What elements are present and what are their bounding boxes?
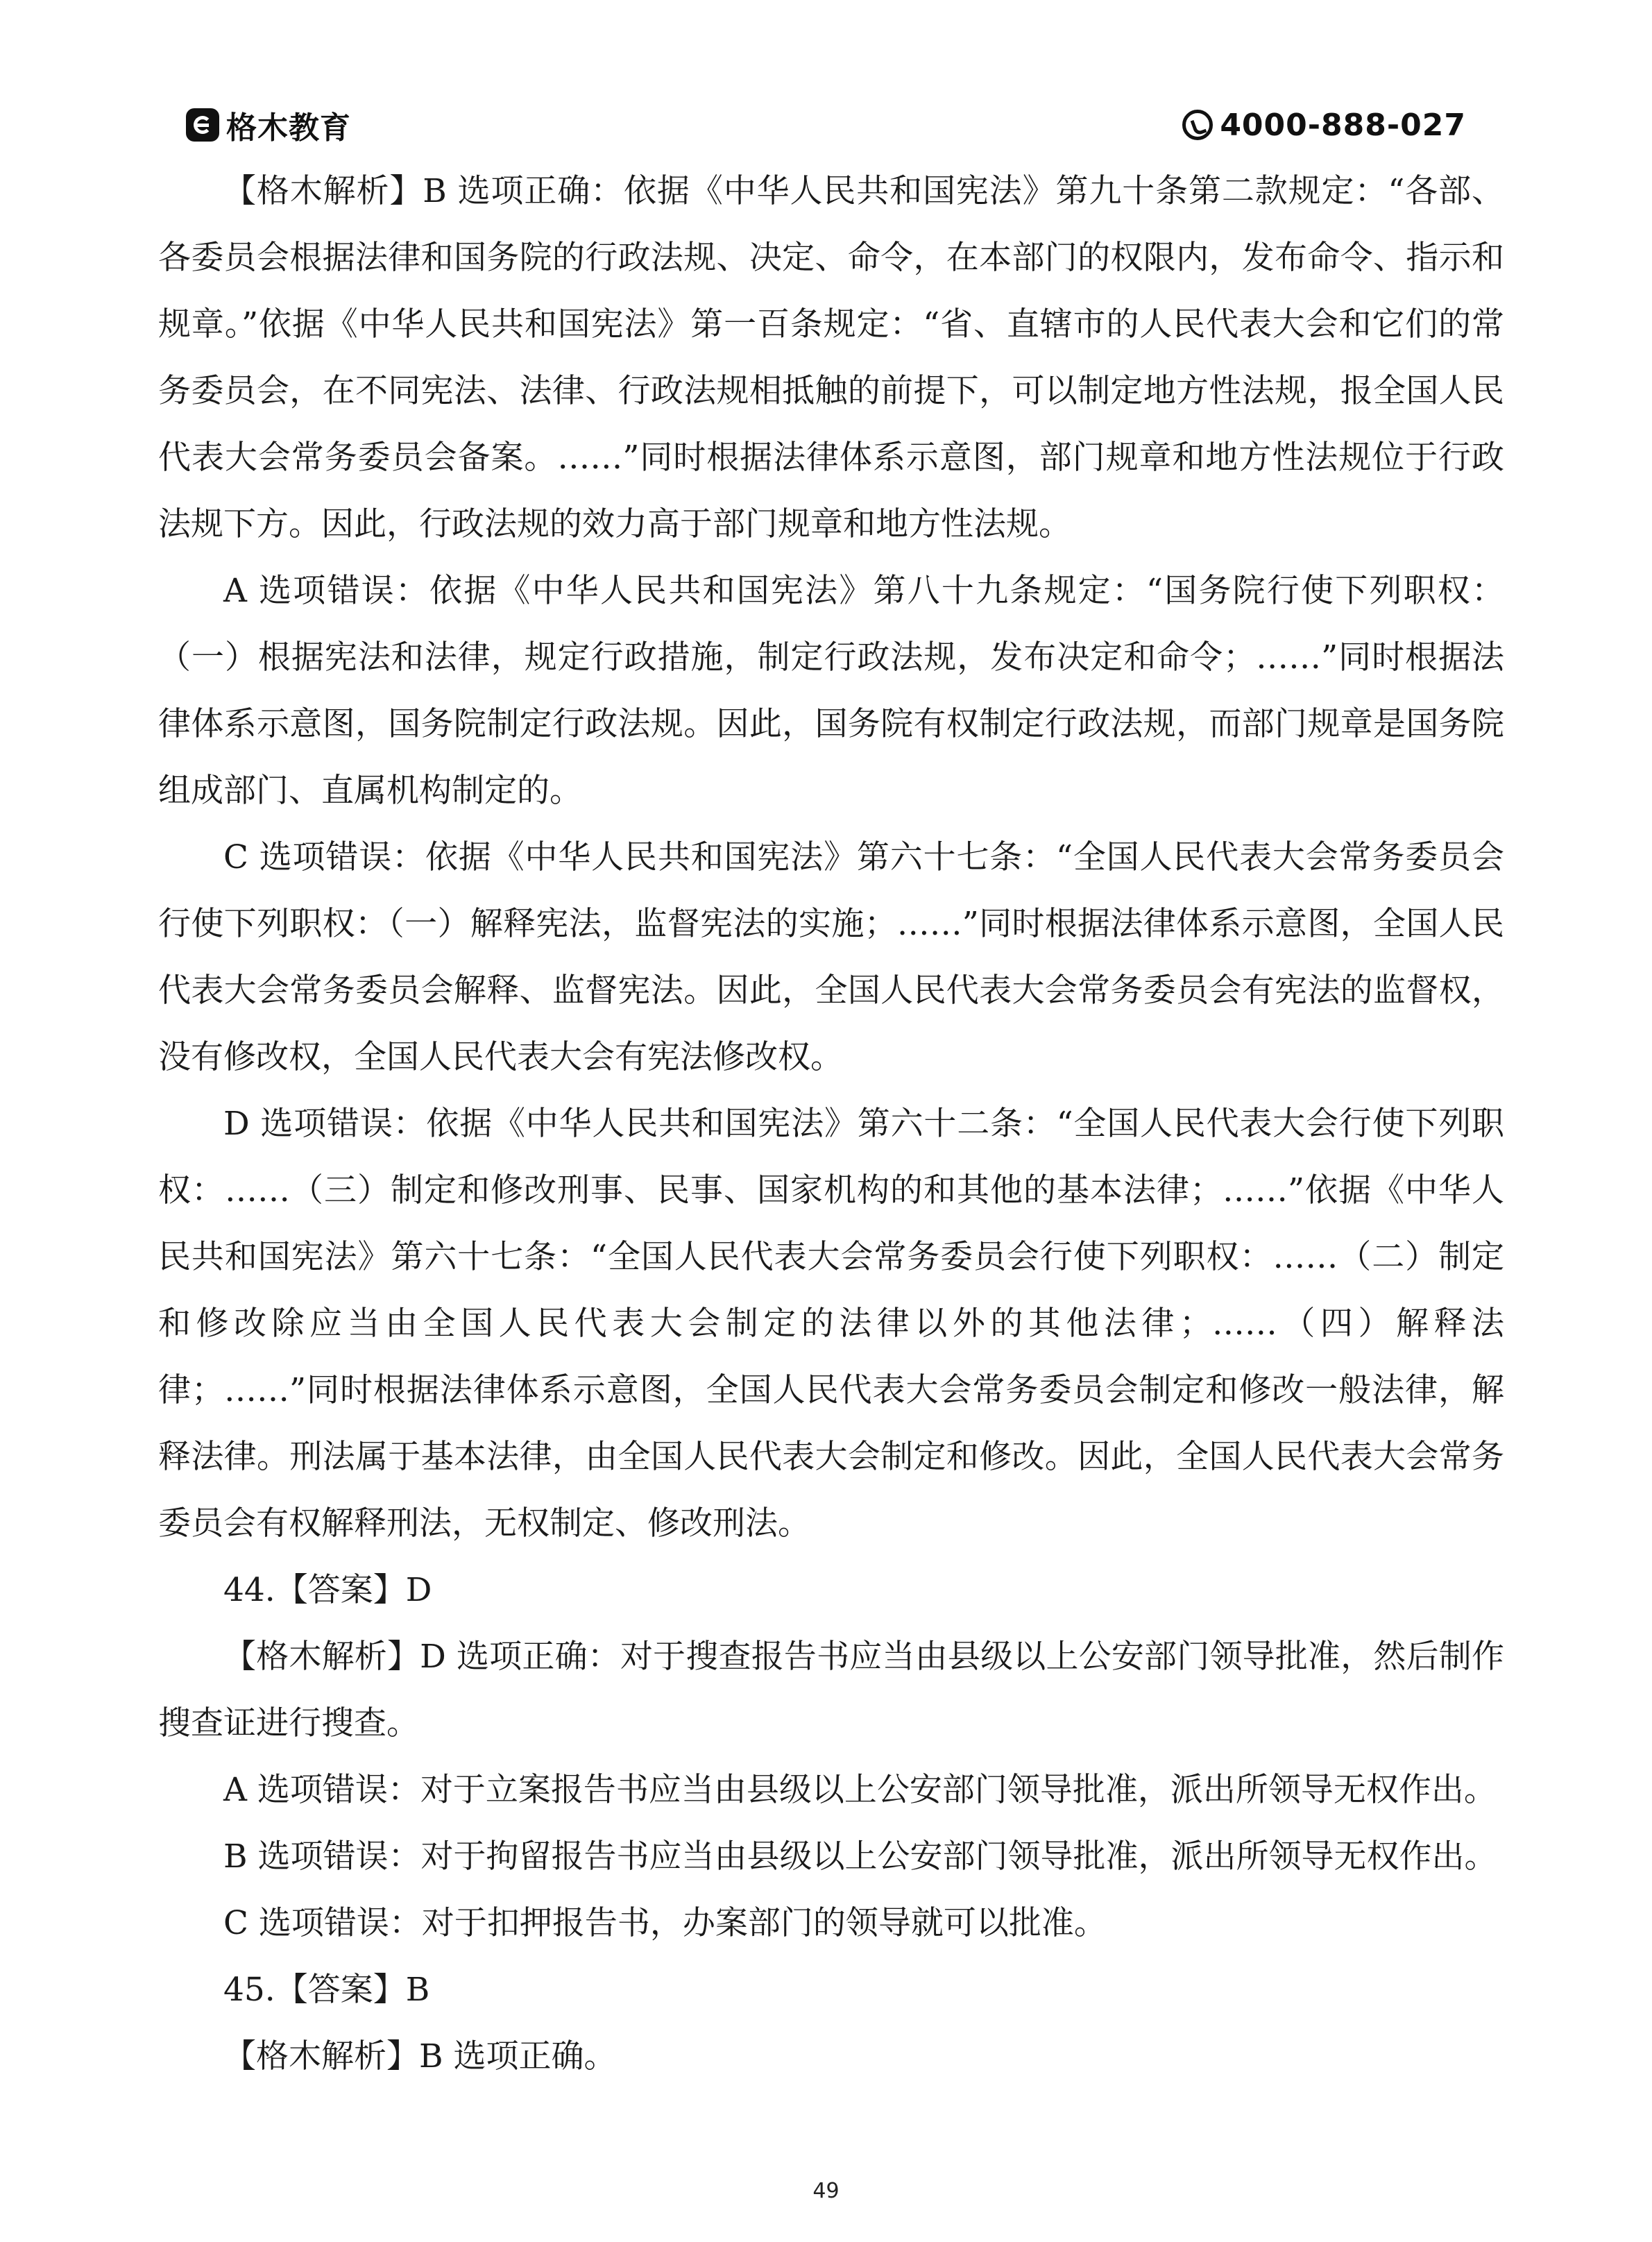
document-body (158, 158, 1504, 2090)
paragraph-option-c-wrong: C 选项错误：依据《中华人民共和国宪法》第六十七条：“全国人民代表大会常务委员会行使下列职权：（一）解释宪法，监督宪法的实施；……”同时根据法律体系示意图，全国人民代表大会常务委员会解释、监督宪法。因此，全国人民代表大会常务委员会有宪法的监督权，没有修改权，全国人民代表大会有宪法修改权。 (158, 838, 1504, 1076)
phone-icon (1182, 110, 1213, 140)
answer-45: 45.【答案】B (223, 1971, 430, 2009)
brand (186, 103, 351, 147)
page-number: 49 (812, 2179, 840, 2203)
paragraph-option-d-wrong: D 选项错误：依据《中华人民共和国宪法》第六十二条：“全国人民代表大会行使下列职权：……（三）制定和修改刑事、民事、国家机构的和其他的基本法律；……”依据《中华人民共和国宪法》第六十七条：“全国人民代表大会常务委员会行使下列职权：……（二）制定和修改除应当由全国人民代表大会制定的法律以外的其他法律；……（四）解释法律；……”同时根据法律体系示意图，全国人民代表大会常务委员会制定和修改一般法律，解释法律。刑法属于基本法律，由全国人民代表大会制定和修改。因此，全国人民代表大会常务委员会有权解释刑法，无权制定、修改刑法。 (158, 1105, 1504, 1543)
brand-name: 格木教育 (226, 110, 351, 146)
logo-e-icon (186, 108, 219, 142)
phone-number: 4000-888-027 (1220, 107, 1466, 143)
paragraph-analysis-45: 【格木解析】B 选项正确。 (223, 2037, 617, 2075)
paragraph-option-a-wrong: A 选项错误：依据《中华人民共和国宪法》第八十九条规定：“国务院行使下列职权：（一）根据宪法和法律，规定行政措施，制定行政法规，发布决定和命令；……”同时根据法律体系示意图，国务院制定行政法规。因此，国务院有权制定行政法规，而部门规章是国务院组成部门、直属机构制定的。 (158, 572, 1504, 810)
phone-contact (1182, 103, 1466, 147)
paragraph-44-option-c: C 选项错误：对于扣押报告书，办案部门的领导就可以批准。 (223, 1904, 1107, 1942)
paragraph-44-option-b: B 选项错误：对于拘留报告书应当由县级以上公安部门领导批准，派出所领导无权作出。 (223, 1837, 1497, 1876)
answer-44: 44.【答案】D (223, 1571, 432, 1609)
paragraph-analysis-b-correct: 【格木解析】B 选项正确：依据《中华人民共和国宪法》第九十条第二款规定：“各部、各委员会根据法律和国务院的行政法规、决定、命令，在本部门的权限内，发布命令、指示和规章。”依据《中华人民共和国宪法》第一百条规定：“省、直辖市的人民代表大会和它们的常务委员会，在不同宪法、法律、行政法规相抵触的前提下，可以制定地方性法规，报全国人民代表大会常务委员会备案。……”同时根据法律体系示意图，部门规章和地方性法规位于行政法规下方。因此，行政法规的效力高于部门规章和地方性法规。 (158, 172, 1504, 543)
paragraph-analysis-44: 【格木解析】D 选项正确：对于搜查报告书应当由县级以上公安部门领导批准，然后制作搜查证进行搜查。 (158, 1638, 1504, 1742)
page-header (186, 103, 1466, 147)
paragraph-44-option-a: A 选项错误：对于立案报告书应当由县级以上公安部门领导批准，派出所领导无权作出。 (223, 1771, 1497, 1809)
